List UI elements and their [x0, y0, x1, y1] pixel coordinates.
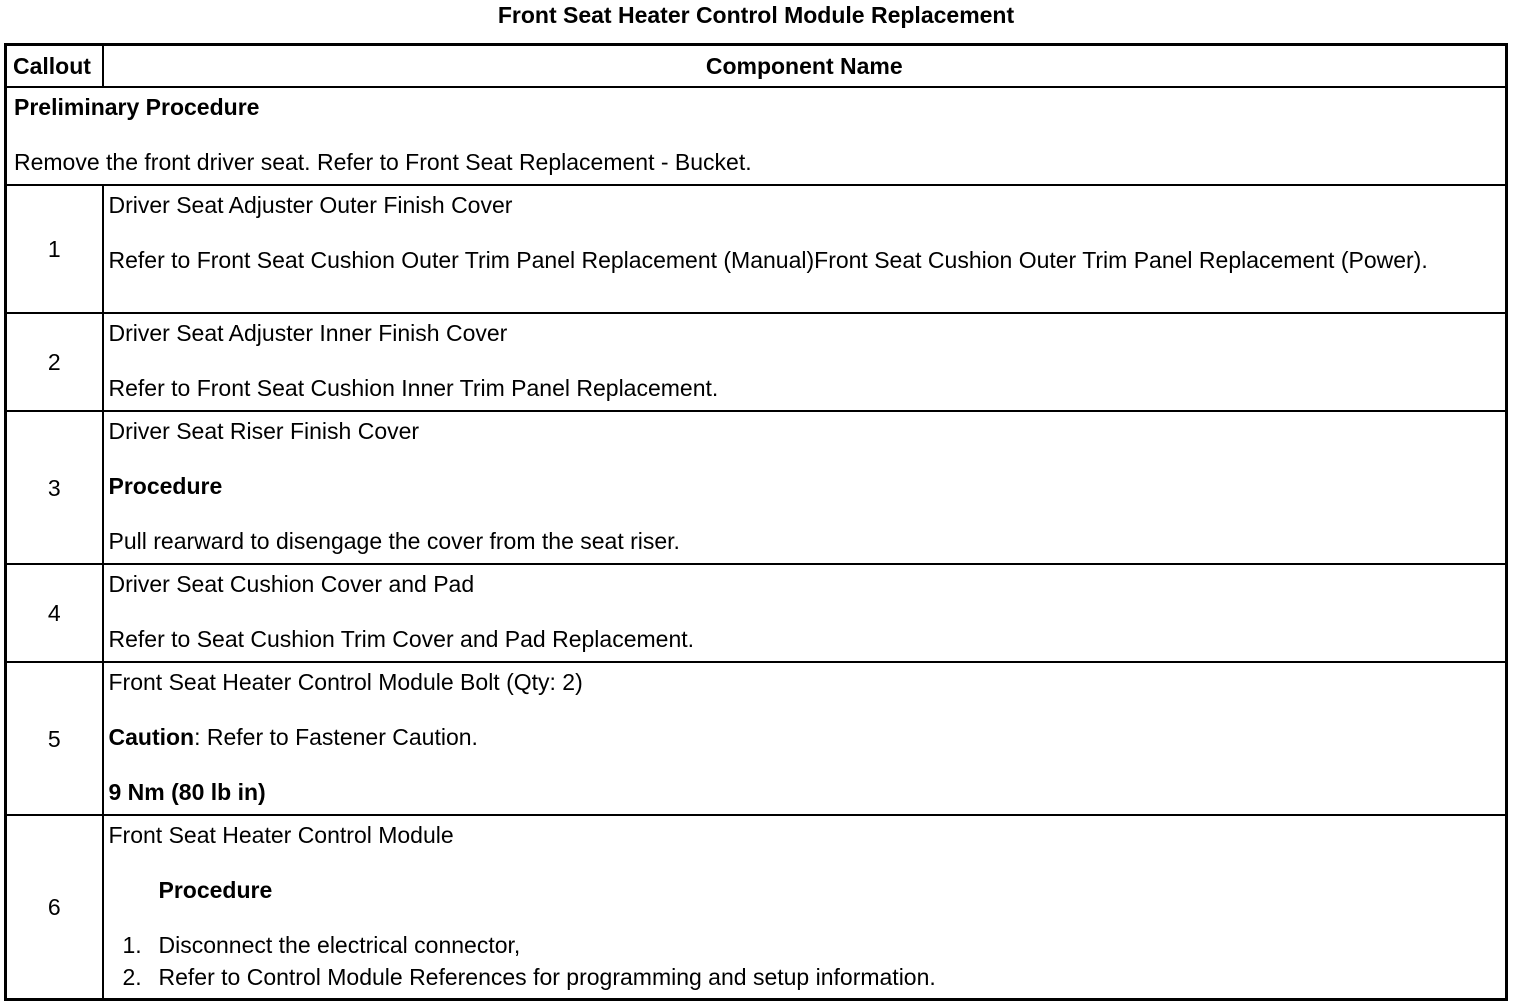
callout-number: 2	[6, 313, 103, 411]
step-text: Disconnect the electrical connector,	[158, 932, 521, 958]
table-header-row	[6, 45, 1507, 88]
component-name: Driver Seat Riser Finish Cover	[108, 418, 420, 444]
component-name: Driver Seat Adjuster Outer Finish Cover	[108, 192, 513, 218]
component-name: Front Seat Heater Control Module Bolt (Qty: 2)	[108, 669, 583, 695]
table-row	[6, 411, 1507, 564]
table-row	[6, 815, 1507, 1000]
component-cell	[103, 815, 1507, 1000]
component-name-header: Component Name	[103, 45, 1507, 88]
preliminary-text: Remove the front driver seat. Refer to Front Seat Replacement - Bucket.	[14, 149, 752, 175]
step-number: 2.	[122, 964, 142, 990]
component-cell	[103, 662, 1507, 815]
table-row	[6, 564, 1507, 662]
callout-number: 1	[6, 185, 103, 313]
preliminary-heading: Preliminary Procedure	[14, 94, 260, 120]
callout-number: 3	[6, 411, 103, 564]
page-title: Front Seat Heater Control Module Replacement	[497, 2, 1015, 28]
component-cell	[103, 313, 1507, 411]
torque-spec: 9 Nm (80 lb in)	[108, 779, 266, 805]
callout-number: 6	[6, 815, 103, 1000]
component-cell	[103, 564, 1507, 662]
preliminary-row	[6, 87, 1507, 185]
procedure-label: Procedure	[158, 877, 273, 903]
table-row	[6, 313, 1507, 411]
caution-label: Caution	[108, 724, 195, 750]
table-row	[6, 185, 1507, 313]
component-name: Driver Seat Cushion Cover and Pad	[108, 571, 475, 597]
list-item	[109, 962, 1502, 994]
component-name: Front Seat Heater Control Module	[108, 822, 454, 848]
preliminary-cell	[6, 87, 1507, 185]
component-note: Refer to Front Seat Cushion Outer Trim Panel Replacement (Manual)Front Seat Cushion Outer Trim Panel Replacement (Power).	[108, 247, 1428, 273]
component-name: Driver Seat Adjuster Inner Finish Cover	[108, 320, 508, 346]
caution-text: : Refer to Fastener Caution.	[194, 724, 478, 750]
procedure-label: Procedure	[108, 473, 223, 499]
procedure-table	[4, 43, 1508, 1001]
component-note: Refer to Front Seat Cushion Inner Trim Panel Replacement.	[108, 375, 719, 401]
caution-line	[109, 722, 1502, 752]
table-row	[6, 662, 1507, 815]
component-note: Pull rearward to disengage the cover from the seat riser.	[108, 528, 680, 554]
callout-header: Callout	[6, 45, 103, 88]
list-item	[109, 930, 1502, 962]
step-number: 1.	[122, 932, 142, 958]
component-note: Refer to Seat Cushion Trim Cover and Pad Replacement.	[108, 626, 695, 652]
component-cell	[103, 411, 1507, 564]
step-text: Refer to Control Module References for programming and setup information.	[158, 964, 936, 990]
component-cell	[103, 185, 1507, 313]
callout-number: 4	[6, 564, 103, 662]
callout-number: 5	[6, 662, 103, 815]
